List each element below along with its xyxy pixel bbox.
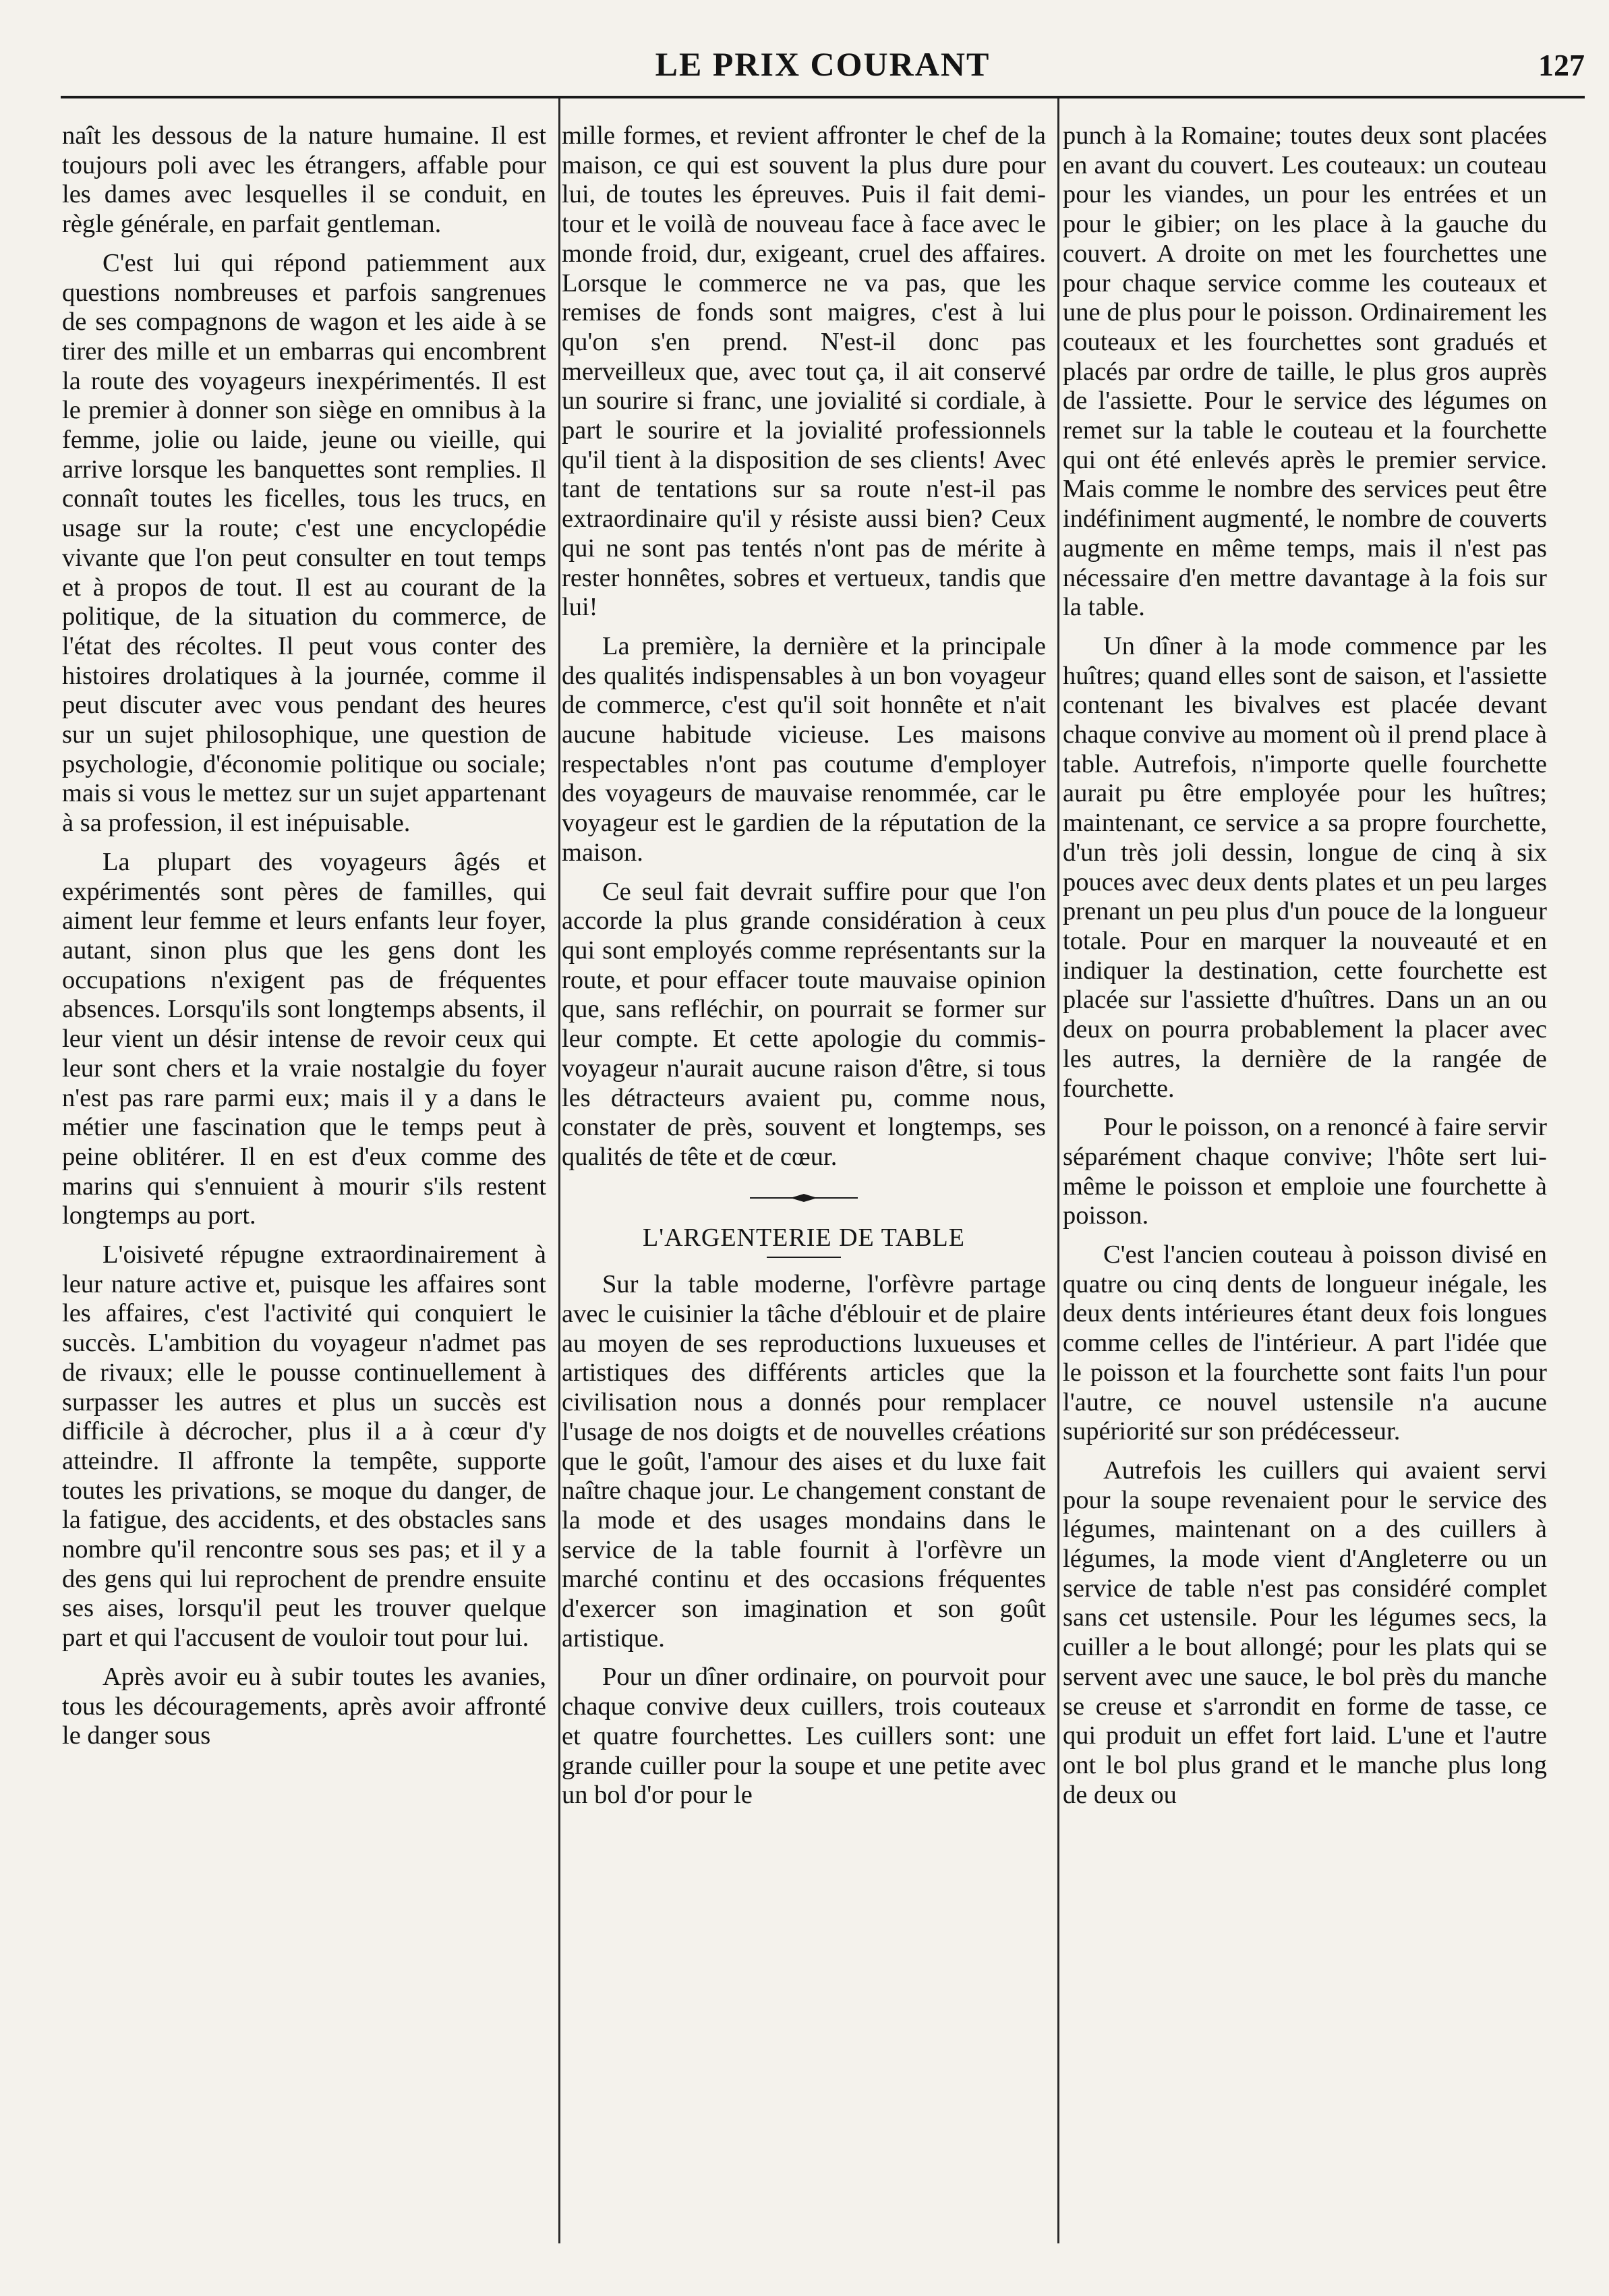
paragraph: Pour un dîner ordinaire, on pourvoit pour chaque convive deux cuillers, trois couteaux et quatre fourchettes. Les cuillers sont: une grande cuiller pour la soupe et une petite avec un bol d'or pour le <box>562 1663 1046 1810</box>
paragraph: Après avoir eu à subir toutes les avanies, tous les découragements, après avoir affronté le danger sous <box>62 1662 546 1750</box>
column-1 <box>62 121 546 2253</box>
divider-ornament-icon <box>743 1191 865 1205</box>
column-2 <box>562 121 1046 2253</box>
paragraph: Autrefois les cuillers qui avaient servi pour la soupe revenaient pour le service des légumes, maintenant on a des cuillers à légumes, la mode vient d'Angleterre ou un service de table n'est pas considéré complet sans cet ustensile. Pour les légumes secs, la cuiller a le bout allongé; pour les plats qui se servent avec une sauce, le bol près du manche se creuse et s'arrondit en forme de tasse, ce qui produit un effet fort laid. L'une et l'autre ont le bol plus grand et le manche plus long de deux ou <box>1063 1456 1547 1809</box>
paragraph: La plupart des voyageurs âgés et expérimentés sont pères de familles, qui aiment leur femme et leurs enfants leur foyer, autant, sinon plus que les gens dont les occupations n'exigent pas de fréquentes absences. Lorsqu'ils sont longtemps absents, il leur vient un désir intense de revoir ceux qui leur sont chers et la vraie nostalgie du foyer n'est pas rare parmi eux; mais il y a dans le métier une fascination que le temps peut à peine oblitérer. Il en est d'eux comme des marins qui s'ennuient à mourir s'ils restent longtemps au port. <box>62 847 546 1230</box>
paragraph: C'est l'ancien couteau à poisson divisé en quatre ou cinq dents de longueur inégale, les deux dents intérieures étant deux fois longues comme celles de l'intérieur. A part l'idée que le poisson et la fourchette sont faits l'un pour l'autre, ce nouvel ustensile n'a aucune supériorité sur son prédécesseur. <box>1063 1240 1547 1446</box>
publication-title: LE PRIX COURANT <box>655 45 991 83</box>
column-divider-1 <box>558 98 560 2243</box>
page-number: 127 <box>1538 48 1585 82</box>
paragraph: Sur la table moderne, l'orfèvre partage avec le cuisinier la tâche d'éblouir et de plaire au moyen de ses reproductions luxueuses et artistiques des différents articles que la civilisation nous a donnés pour remplacer l'usage de nos doigts et de nouvelles créations que le goût, l'amour des aises et du luxe fait naître chaque jour. Le changement constant de la mode et des usages mondains dans le service de la table fournit à l'orfèvre un marché continu et des occasions fréquentes d'exercer son imagination et son goût artistique. <box>562 1270 1046 1653</box>
column-divider-2 <box>1057 98 1059 2243</box>
section-title-rule <box>767 1257 841 1258</box>
paragraph: La première, la dernière et la principale des qualités indispensables à un bon voyageur de commerce, c'est qu'il soit honnête et n'ait aucune habitude vicieuse. Les maisons respectables n'ont pas coutume d'employer des voyageurs de mauvaise renommée, car le voyageur est le gardien de la réputation de la maison. <box>562 631 1046 867</box>
paragraph: mille formes, et revient affronter le chef de la maison, ce qui est souvent la plus dure pour lui, de toutes les épreuves. Puis il fait demi-tour et le voilà de nouveau face à face avec le monde froid, dur, exigeant, cruel des affaires. Lorsque le commerce ne va pas, que les remises de fonds sont maigres, c'est à lui qu'on s'en prend. N'est-il donc pas merveilleux que, avec tout ça, il ait conservé un sourire si franc, une jovialité si cordiale, à part le sourire et la jovialité professionnels qu'il tient à la disposition de ses clients! Avec tant de tentations sur sa route n'est-il pas extraordinaire qu'il y résiste aussi bien? Ceux qui ne sont pas tentés n'ont pas de mérite à rester honnêtes, sobres et vertueux, tandis que lui! <box>562 121 1046 622</box>
section-title: L'ARGENTERIE DE TABLE <box>643 1223 965 1252</box>
paragraph: C'est lui qui répond patiemment aux questions nombreuses et parfois sangrenues de ses compagnons de wagon et les aide à se tirer des mille et un embarras qui encombrent la route des voyageurs inexpérimentés. Il est le premier à donner son siège en omnibus à la femme, jolie ou laide, jeune ou vieille, qui arrive lorsque les banquettes sont remplies. Il connaît toutes les ficelles, tous les trucs, en usage sur la route; c'est une encyclopédie vivante que l'on peut consulter en tout temps et à propos de tout. Il est au courant de la politique, de la situation du commerce, de l'état des récoltes. Il peut vous conter des histoires drolatiques à la journée, comme il peut discuter avec vous pendant des heures sur un sujet philosophique, une question de psychologie, d'économie politique ou sociale; mais si vous le mettez sur un sujet appartenant à sa profession, il est inépuisable. <box>62 248 546 838</box>
paragraph: L'oisiveté répugne extraordinairement à leur nature active et, puisque les affaires sont les affaires, c'est l'activité qui conquiert le succès. L'ambition du voyageur n'admet pas de rivaux; elle le pousse continuellement à surpasser les autres et plus un succès est difficile à décrocher, plus il a à cœur d'y atteindre. Il affronte la tempête, supporte toutes les privations, se moque du danger, de la fatigue, des accidents, et des obstacles sans nombre qu'il rencontre sous ses pas; et il y a des gens qui lui reprochent de prendre ensuite ses aises, lorsqu'il peut les trouver quelque part et qui l'accusent de vouloir tout pour lui. <box>62 1240 546 1653</box>
paragraph: punch à la Romaine; toutes deux sont placées en avant du couvert. Les couteaux: un couteau pour les viandes, un pour les entrées et un pour le gibier; on les place à la gauche du couvert. A droite on met les fourchettes une pour chaque service comme les couteaux et une de plus pour le poisson. Ordinairement les couteaux et les fourchettes sont gradués et placés par ordre de taille, le plus gros auprès de l'assiette. Pour le service des légumes on remet sur la table le couteau et la fourchette qui ont été enlevés après le premier service. Mais comme le nombre des services peut être indéfiniment augmenté, le nombre de couverts augmente en même temps, mais il n'est pas nécessaire d'en mettre davantage à la fois sur la table. <box>1063 121 1547 622</box>
ornamental-divider <box>562 1183 1046 1210</box>
paragraph: Ce seul fait devrait suffire pour que l'on accorde la plus grande considération à ceux qui sont employés comme représentants sur la route, et pour effacer toute mauvaise opinion que, sans refléchir, on pourrait se former sur leur compte. Et cette apologie du commis-voyageur n'aurait aucune raison d'être, si tous les détracteurs avaient pu, comme nous, constater de près, souvent et longtemps, ses qualités de tête et de cœur. <box>562 877 1046 1171</box>
paragraph: Un dîner à la mode commence par les huîtres; quand elles sont de saison, et l'assiette contenant les bivalves est placée devant chaque convive au moment où il prend place à table. Autrefois, n'importe quelle fourchette aurait pu être employée pour les huîtres; maintenant, ce service a sa propre fourchette, d'un très joli dessin, longue de cinq à six pouces avec deux dents plates et un peu larges prenant un peu plus d'un pouce de la longueur totale. Pour en marquer la nouveauté et en indiquer la destination, cette fourchette est placée sur l'assiette d'huîtres. Dans un an ou deux on pourra probablement la placer avec les autres, la dernière de la rangée de fourchette. <box>1063 631 1547 1103</box>
paragraph: Pour le poisson, on a renoncé à faire servir séparément chaque convive; l'hôte sert lui-même le poisson et emploie une fourchette à poisson. <box>1063 1113 1547 1230</box>
paragraph: naît les dessous de la nature humaine. Il est toujours poli avec les étrangers, affable pour les dames avec lesquelles il se conduit, en règle générale, en parfait gentleman. <box>62 121 546 239</box>
header-rule <box>61 96 1585 98</box>
column-3 <box>1063 121 1547 2253</box>
page-header <box>61 42 1585 96</box>
